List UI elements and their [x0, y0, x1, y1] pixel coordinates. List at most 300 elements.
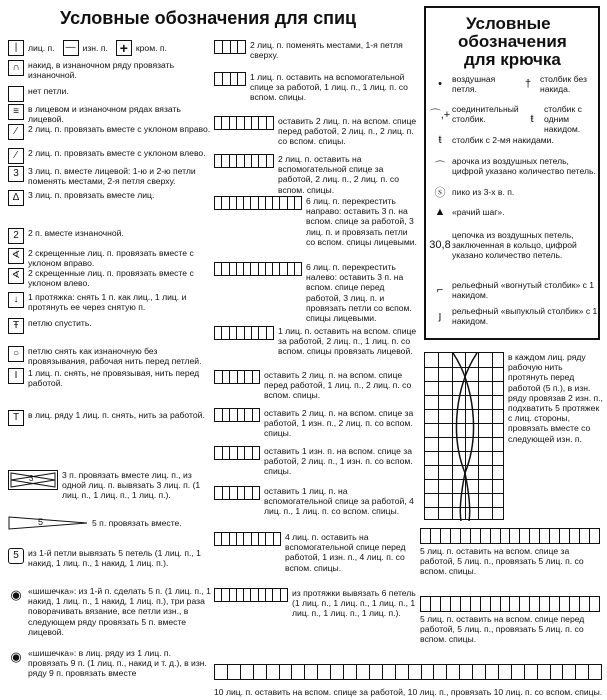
grid-cell [590, 597, 599, 611]
cable-text-10x10: 10 лиц. п. оставить на вспом. спице за работой, 10 лиц. п., провязать 10 лиц. п. со вспом. спицы. [214, 687, 603, 697]
crochet-legend-text: «рачий шаг». [452, 206, 505, 217]
grid-cell [252, 533, 259, 545]
cable-legend-row [214, 326, 418, 357]
grid-cell [238, 447, 246, 459]
cable-grid [420, 596, 600, 612]
legend-row-5-from-1 [8, 548, 213, 568]
grid-cell [550, 597, 560, 611]
grid-cell [530, 529, 540, 543]
grid-cell [409, 665, 422, 679]
cable-legend-text: оставить 1 изн. п. на вспом. спице за работой, 2 лиц. п., 1 изн. п. со вспом. спицы. [264, 446, 413, 477]
cable-grid [420, 528, 600, 544]
grid-cell [222, 155, 229, 167]
grid-cell [231, 41, 239, 53]
grid-cell [267, 327, 273, 339]
knit-symbol-icon: 3 [8, 166, 24, 182]
cable-grid [214, 154, 274, 168]
knit-legend-text: 2 скрещенные лиц. п. провязать вместе с уклоном влево. [28, 268, 194, 289]
grid-cell [292, 665, 305, 679]
knit-symbol-icon: ○ [8, 346, 24, 362]
grid-cell [230, 117, 237, 129]
grid-cell [253, 487, 260, 499]
grid-cell [274, 533, 280, 545]
grid-cell [267, 665, 280, 679]
grid-cell [295, 263, 301, 275]
grid-cell [570, 597, 580, 611]
legend-text-3-together: 3 п. провязать вместе лиц. п., из одной лиц. п. вывязать 3 лиц. п. (1 лиц. п., 1 лиц. п., 1 лиц. п.). [62, 470, 201, 501]
knit-legend-row [8, 346, 213, 366]
grid-cell [222, 327, 229, 339]
edge-stitch-icon: + [116, 40, 132, 56]
cable-legend-row [214, 532, 418, 573]
grid-cell [560, 597, 570, 611]
grid-cell [245, 409, 253, 421]
grid-cell [245, 487, 253, 499]
grid-cell [461, 597, 471, 611]
knit-legend-row [8, 410, 213, 426]
grid-cell [230, 371, 238, 383]
cable-legend-text: оставить 2 лиц. п. на вспом. спице перед работой, 1 лиц. п., 2 лиц. п. со вспом. спицы. [264, 370, 412, 401]
grid-cell [230, 533, 237, 545]
crochet-legend-row [516, 74, 596, 94]
knit-symbol-icon: ↓ [8, 292, 24, 308]
purl-stitch-icon: — [63, 40, 79, 56]
cable-legend-row [214, 40, 418, 60]
strand-chart [424, 352, 504, 520]
grid-cell [215, 73, 223, 85]
grid-cell [520, 529, 530, 543]
crochet-title-line-3: для крючка [464, 50, 561, 69]
crochet-symbol-icon: ŧ [438, 134, 442, 146]
edge-stitch-label: кром. п. [135, 42, 167, 53]
cable-grid [214, 262, 302, 276]
legend-text-5-together: 5 п. провязать вместе. [92, 517, 182, 528]
knit-symbol-icon: ∢ [8, 248, 24, 264]
grid-cell [215, 487, 223, 499]
grid-cell [237, 327, 244, 339]
grid-cell [288, 263, 295, 275]
grid-cell [259, 263, 266, 275]
cable-legend-text: 1 лиц. п. оставить на вспом. спице за работой, 2 лиц. п., 1 лиц. п. со вспом. спицы провязать лицевой. [278, 326, 417, 357]
grid-cell [230, 155, 237, 167]
strand-chart-note: в каждом лиц. ряду рабочую нить протянуть перед работой (5 п.), в изн. ряду провязав 2 изн. п., подхватить 5 протяжек с лиц. стороны, провязать вместе со следующей изн. п. [508, 352, 603, 444]
crochet-legend-text: столбик с одним накидом. [544, 104, 582, 135]
knit-legend-text: 1 лиц. п. снять, не провязывая, нить перед работой. [28, 368, 200, 389]
chart-col-line [465, 353, 466, 519]
grid-cell [230, 409, 238, 421]
grid-cell [383, 665, 396, 679]
grid-cell [540, 529, 550, 543]
knit-legend-row [8, 368, 213, 388]
grid-cell [563, 665, 576, 679]
cable-row-5x5-back [420, 528, 606, 577]
grid-cell [510, 597, 520, 611]
grid-cell [251, 197, 258, 209]
grid-cell [230, 197, 237, 209]
cable-grid [214, 664, 602, 680]
crochet-legend-row [428, 104, 518, 124]
cable-grid [214, 326, 274, 340]
knit-legend-text: 3 лиц. п. вместе лицевой: 1-ю и 2-ю петли поменять местами, 2-я петля сверху. [28, 166, 196, 187]
crochet-legend-text: соединительный столбик. [452, 104, 519, 125]
grid-cell [525, 665, 538, 679]
grid-cell [357, 665, 370, 679]
cable-text-5x5-front: 5 лиц. п. оставить на вспом. спице перед работой, 5 лиц. п., провязать 5 лиц. п. со вспом. спицы. [420, 614, 585, 645]
knit-legend-row [8, 60, 213, 80]
legend-text-bobble-2: «шишечка»: в лиц. ряду из 1 лиц. п. провязать 9 п. (1 лиц. п., накид и т. д.), в изн. ряду 9 п. провязать вместе [28, 648, 207, 679]
cable-text-5x5-back: 5 лиц. п. оставить на вспом. спице за работой, 5 лиц. п., провязать 5 лиц. п. со вспом. спицы. [420, 546, 584, 577]
crochet-legend-row [428, 156, 598, 176]
grid-cell [253, 409, 260, 421]
knit-legend-text: 2 лиц. п. провязать вместе с уклоном влево. [28, 148, 206, 158]
grid-cell [222, 263, 229, 275]
crochet-symbol-icon: • [438, 78, 442, 91]
cable-legend-text: оставить 2 лиц. п. на вспом. спице перед работой, 2 лиц. п., 2 лиц. п. со вспом. спицы. [278, 116, 417, 147]
crochet-legend-row [428, 306, 598, 326]
grid-cell [510, 529, 520, 543]
wide-symbol-3 [8, 470, 58, 490]
cable-grid [214, 486, 260, 500]
cable-legend-text: 6 лиц. п. перекрестить налево: оставить 3 п. на вспом. спице перед работой, 3 лиц. п. и провязать петли со вспом. спицы лицевыми. [306, 262, 412, 324]
grid-cell [530, 597, 540, 611]
knit-legend-row [8, 104, 213, 124]
knit-legend-text: в лицевом и изнаночном рядах вязать лицевой. [28, 104, 181, 125]
grid-cell [215, 327, 222, 339]
purl-stitch-label: изн. п. [82, 42, 108, 53]
crochet-legend-row [428, 206, 598, 218]
knit-legend-text: нет петли. [28, 86, 69, 96]
crochet-legend-text: рельефный «выпуклый столбик» с 1 накидом. [452, 306, 598, 327]
crochet-legend-text: столбик с 2-мя накидами. [452, 134, 554, 145]
grid-cell [267, 117, 273, 129]
grid-cell [295, 197, 301, 209]
crochet-legend-text: арочка из воздушных петель, цифрой указано количество петель. [452, 156, 596, 177]
cable-grid [214, 116, 274, 130]
grid-cell [230, 487, 238, 499]
grid-cell [230, 447, 238, 459]
cable-row-5x5-front [420, 596, 606, 645]
grid-cell [215, 409, 223, 421]
knit-symbol-icon: Ŧ [8, 318, 24, 334]
cable-legend-text: оставить 1 лиц. п. на вспомогательной спице за работой, 4 лиц. п., 1 лиц. п. со вспом. спицы. [264, 486, 414, 517]
grid-cell [215, 447, 223, 459]
grid-cell [230, 263, 237, 275]
grid-cell [280, 665, 293, 679]
cable-grid [214, 446, 260, 460]
wide-symbol-5 [8, 516, 88, 530]
grid-cell [259, 155, 266, 167]
grid-cell [251, 589, 258, 601]
grid-cell [273, 197, 280, 209]
crochet-legend-text: столбик без накида. [540, 74, 587, 95]
grid-cell [215, 371, 223, 383]
grid-cell [491, 597, 501, 611]
cable-legend-text: оставить 2 лиц. п. на вспом. спице за работой, 1 изн. п., 2 лиц. п. со вспом. спицы. [264, 408, 414, 439]
knit-symbol-icon: Δ [8, 190, 24, 206]
knit-legend-row [8, 148, 213, 164]
grid-cell [223, 487, 231, 499]
grid-cell [215, 533, 222, 545]
crochet-legend-row [428, 74, 508, 94]
grid-cell [551, 665, 564, 679]
grid-cell [273, 263, 280, 275]
crochet-symbol-icon: ⓢ [434, 187, 446, 199]
grid-cell [589, 665, 601, 679]
cable-grid [214, 196, 302, 210]
grid-cell [491, 529, 501, 543]
crochet-symbol-icon: ⌐ [436, 284, 444, 297]
grid-cell [288, 197, 295, 209]
knit-symbol-icon: ∢ [8, 268, 24, 284]
grid-cell [215, 117, 222, 129]
knit-legend-row [8, 228, 213, 244]
grid-cell [331, 665, 344, 679]
grid-cell [540, 597, 550, 611]
cable-row-10x10 [214, 664, 602, 700]
crochet-symbol-icon: † [524, 78, 532, 91]
crochet-legend-row [428, 184, 598, 200]
knit-legend-text: 2 п. вместе изнаночной. [28, 228, 124, 238]
knit-stitch-label: лиц. п. [28, 42, 55, 53]
cable-legend-row [214, 446, 418, 477]
chart-col-line [452, 353, 453, 519]
cable-legend-text: 2 лиц. п. оставить на вспомогательной спице за работой, 2 лиц. п., 2 лиц. п. со вспом. спицы. [278, 154, 400, 195]
crochet-title-line-1: Условные [466, 14, 551, 33]
grid-cell [237, 155, 244, 167]
knit-symbol-icon: Ι [8, 368, 24, 384]
grid-cell [254, 665, 267, 679]
grid-cell [499, 665, 512, 679]
five-from-one-icon: 5 [8, 548, 24, 564]
grid-cell [222, 117, 229, 129]
grid-cell [273, 589, 280, 601]
grid-cell [237, 197, 244, 209]
grid-cell [259, 327, 266, 339]
grid-cell [520, 597, 530, 611]
grid-cell [252, 117, 259, 129]
legend-row-5-together [8, 516, 213, 530]
grid-cell [215, 589, 222, 601]
crochet-legend-text: цепочка из воздушных петель, заключенная в кольцо, цифрой указано количество петель. [452, 230, 577, 261]
crochet-symbol-icon: ȷ [438, 310, 442, 323]
grid-cell [238, 409, 246, 421]
knit-legend-text: 2 скрещенные лиц. п. провязать вместе с уклоном вправо. [28, 248, 194, 269]
cable-legend-row [214, 370, 418, 401]
grid-cell [421, 529, 431, 543]
grid-cell [228, 665, 241, 679]
grid-cell [237, 263, 244, 275]
cable-legend-row [214, 196, 418, 247]
cable-grid [214, 408, 260, 422]
grid-cell [222, 197, 229, 209]
grid-cell [223, 447, 231, 459]
cable-grid [214, 40, 246, 54]
knit-legend-title: Условные обозначения для спиц [60, 8, 357, 28]
grid-cell [396, 665, 409, 679]
knit-legend-row [8, 166, 213, 186]
cable-legend-row [214, 262, 418, 323]
grid-cell [238, 73, 245, 85]
grid-cell [576, 665, 589, 679]
grid-cell [215, 263, 222, 275]
crochet-legend-text: пико из 3-х в. п. [452, 186, 515, 197]
grid-cell [580, 597, 590, 611]
grid-cell [370, 665, 383, 679]
grid-cell [473, 665, 486, 679]
grid-cell [266, 533, 273, 545]
grid-cell [241, 665, 254, 679]
grid-cell [344, 665, 357, 679]
grid-cell [266, 263, 273, 275]
grid-cell [215, 197, 222, 209]
crochet-legend-text: воздушная петля. [452, 74, 496, 95]
grid-cell [237, 589, 244, 601]
grid-cell [259, 197, 266, 209]
grid-cell [215, 155, 222, 167]
grid-cell [550, 529, 560, 543]
crochet-legend-text: рельефный «вогнутый столбик» с 1 накидом. [452, 280, 595, 301]
grid-cell [238, 487, 246, 499]
wide-symbol-5-label: 5 [38, 517, 44, 527]
knit-legend-text: 3 лиц. п. провязать вместе лиц. [28, 190, 155, 200]
grid-cell [441, 529, 451, 543]
grid-cell [486, 665, 499, 679]
knit-legend-row [8, 318, 213, 334]
grid-cell [461, 529, 471, 543]
knit-legend-text: накид, в изнаночном ряду провязать изнаночной. [28, 60, 175, 81]
cable-legend-text: 2 лиц. п. поменять местами, 1-я петля сверху. [250, 40, 403, 61]
knit-legend-row [8, 248, 213, 268]
grid-cell [253, 447, 260, 459]
knit-legend-row [8, 124, 213, 140]
grid-cell [245, 327, 252, 339]
crochet-title-line-2: обозначения [458, 32, 567, 51]
wedge-icon [8, 516, 88, 530]
cable-legend-row [214, 116, 418, 147]
knit-legend-text: 2 лиц. п. провязать вместе с уклоном вправо. [28, 124, 211, 134]
legend-row-bobble-2 [8, 648, 213, 679]
knit-symbol-icon: ∩ [8, 60, 24, 76]
knit-symbol-icon: ⁄ [8, 148, 24, 164]
grid-cell [481, 597, 491, 611]
grid-cell [259, 533, 266, 545]
grid-cell [238, 371, 246, 383]
crochet-legend-row [520, 104, 602, 135]
knit-legend-text: в лиц. ряду 1 лиц. п. снять, нить за работой. [28, 410, 205, 420]
legend-text-5-from-1: из 1-й петли вывязать 5 петель (1 лиц. п., 1 накид, 1 лиц. п., 1 накид, 1 лиц. п.). [28, 548, 201, 569]
grid-cell [471, 597, 481, 611]
grid-cell [538, 665, 551, 679]
grid-cell [451, 529, 461, 543]
grid-cell [590, 529, 599, 543]
grid-cell [230, 589, 237, 601]
cable-legend-text: 6 лиц. п. перекрестить направо: оставить 3 п. на вспом. спице за работой, 3 лиц. п. и провязать петли со вспом. спицы лицевыми. [306, 196, 417, 247]
grid-cell [222, 533, 229, 545]
grid-cell [266, 197, 273, 209]
knit-legend-row [8, 190, 213, 206]
grid-cell [215, 665, 228, 679]
grid-cell [238, 41, 245, 53]
grid-cell [252, 155, 259, 167]
grid-cell [244, 533, 251, 545]
crochet-symbol-icon: 30,8 [429, 239, 451, 252]
cable-grid [214, 532, 281, 546]
legend-row-basic [8, 40, 167, 56]
grid-cell [237, 533, 244, 545]
knit-symbol-icon: ≡ [8, 104, 24, 120]
knit-legend-text: петлю спустить. [28, 318, 92, 328]
cable-legend-row [214, 72, 418, 103]
grid-cell [434, 665, 447, 679]
cable-legend-row [214, 408, 418, 439]
crochet-symbol-icon: ŧ [530, 113, 534, 126]
grid-cell [447, 665, 460, 679]
grid-cell [244, 197, 251, 209]
grid-cell [281, 589, 287, 601]
grid-cell [422, 665, 435, 679]
chart-col-line [492, 353, 493, 519]
grid-cell [451, 597, 461, 611]
grid-cell [570, 529, 580, 543]
grid-cell [252, 327, 259, 339]
grid-cell [501, 529, 511, 543]
cable-grid [214, 588, 288, 602]
grid-cell [245, 117, 252, 129]
grid-cell [266, 589, 273, 601]
grid-cell [280, 263, 287, 275]
crochet-symbol-icon: ⌒,+ [429, 109, 451, 122]
grid-cell [244, 263, 251, 275]
cable-grid [214, 370, 260, 384]
grid-cell [237, 117, 244, 129]
knit-stitch-icon: | [8, 40, 24, 56]
crochet-legend-row [428, 230, 598, 261]
grid-cell [253, 371, 260, 383]
grid-cell [481, 529, 491, 543]
grid-cell [230, 327, 237, 339]
knit-legend-text: петлю снять как изнаночную без провязывания, рабочая нить перед петлей. [28, 346, 202, 367]
knit-symbol-icon: 2 [8, 228, 24, 244]
cable-legend-row [214, 154, 418, 195]
grid-cell [223, 371, 231, 383]
bobble-icon: ◉ [8, 648, 24, 664]
grid-cell [259, 589, 266, 601]
grid-cell [471, 529, 481, 543]
bobble-icon: ◉ [8, 586, 24, 602]
grid-cell [580, 529, 590, 543]
grid-cell [215, 41, 223, 53]
grid-cell [259, 117, 266, 129]
knit-legend-row [8, 292, 213, 312]
cable-grid [214, 72, 246, 86]
knit-legend-text: 1 протяжка: снять 1 п. как лиц., 1 лиц. и протянуть ее через снятую п. [28, 292, 187, 313]
chart-col-line [438, 353, 439, 519]
grid-cell [280, 197, 287, 209]
cable-legend-row [214, 588, 418, 619]
chart-col-line [478, 353, 479, 519]
knit-symbol-icon: ⁄ [8, 124, 24, 140]
grid-cell [441, 597, 451, 611]
grid-cell [305, 665, 318, 679]
knit-symbol-icon [8, 86, 24, 102]
grid-cell [460, 665, 473, 679]
grid-cell [560, 529, 570, 543]
cable-legend-text: 4 лиц. п. оставить на вспомогательной спице перед работой, 1 изн. п., 4 лиц. п. со вспом. спицы. [285, 532, 406, 573]
grid-cell [251, 263, 258, 275]
grid-cell [501, 597, 511, 611]
knit-legend-row [8, 86, 213, 102]
knit-symbol-icon: T [8, 410, 24, 426]
